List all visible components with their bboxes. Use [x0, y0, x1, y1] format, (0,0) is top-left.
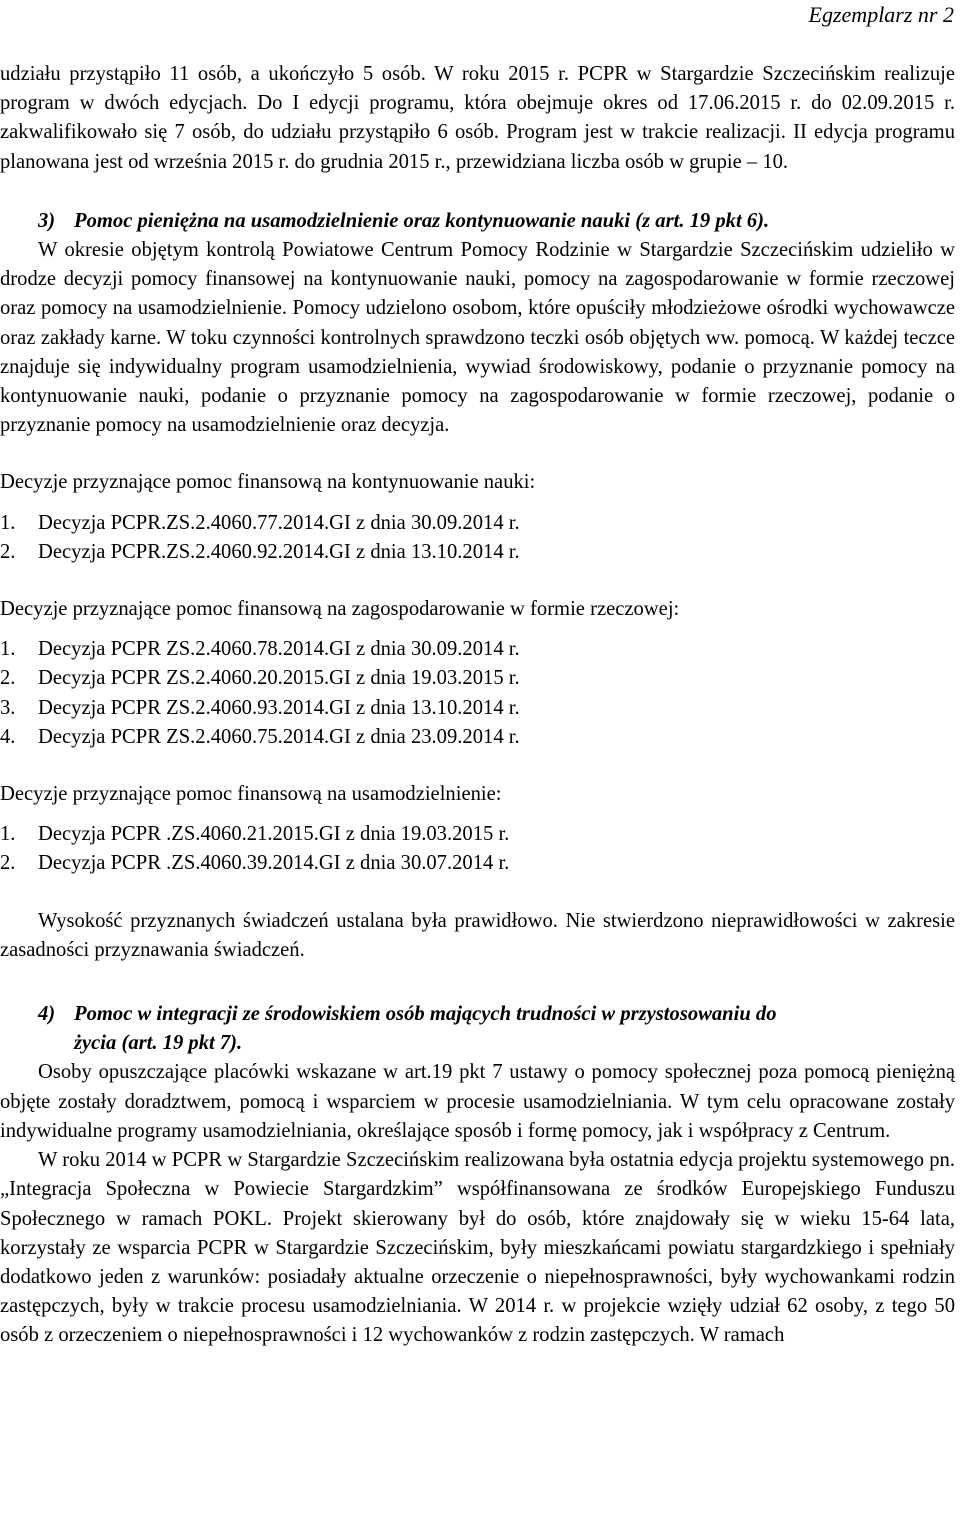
list-item-number: 1.: [0, 511, 16, 534]
list-item: [0, 694, 955, 723]
list-item: [0, 509, 955, 538]
section-3-title: [0, 207, 955, 236]
list-item-text: Decyzja PCPR ZS.2.4060.93.2014.GI z dnia 13.10.2014 r.: [38, 696, 520, 719]
list-item: [0, 723, 955, 752]
decisions-furnishing-list: [0, 635, 955, 752]
list-item-number: 3.: [0, 696, 16, 719]
list-item: [0, 820, 955, 849]
list-item-number: 4.: [0, 725, 16, 748]
section-4-paragraph-1: Osoby opuszczające placówki wskazane w art.19 pkt 7 ustawy o pomocy społecznej poza pomocą pieniężną objęte zostały doradztwem, pomocą i wsparciem w procesie usamodzielniania. W tym celu opracowane zostały indywidualne programy usamodzielniania, określające sposób i formę pomocy, jak i współpracy z Centrum.: [0, 1061, 955, 1142]
section-4-number: 4): [38, 1003, 56, 1026]
section-4-paragraph-2: W roku 2014 w PCPR w Stargardzie Szczecińskim realizowana była ostatnia edycja projektu systemowego pn. „Integracja Społeczna w Powiecie Stargardzkim” współfinansowana ze środków Europejskiego Funduszu Społecznego w ramach POKL. Projekt skierowany był do osób, które znajdowały się w wieku 15-64 lata, korzystały ze wsparcia PCPR w Stargardzie Szczecińskim, były mieszkańcami powiatu stargardzkiego i spełniały dodatkowo jeden z warunków: posiadały aktualne orzeczenie o niepełnosprawności, były wychowankami rodzin zastępczych, były w trakcie procesu usamodzielniania. W 2014 r. w projekcie wzięły udział 62 osoby, z tego 50 osób z orzeczeniem o niepełnosprawności i 12 wychowanków z rodzin zastępczych. W ramach: [0, 1149, 955, 1347]
list-item: [0, 635, 955, 664]
decisions-study-list: [0, 509, 955, 567]
list-item-text: Decyzja PCPR .ZS.4060.39.2014.GI z dnia 30.07.2014 r.: [38, 852, 510, 875]
section-3-paragraph: W okresie objętym kontrolą Powiatowe Centrum Pomocy Rodzinie w Stargardzie Szczecińskim udzieliło w drodze decyzji pomocy finansowej na kontynuowanie nauki, pomocy na zagospodarowanie w formie rzeczowej oraz pomocy na usamodzielnienie. Pomocy udzielono osobom, które opuściły młodzieżowe ośrodki wychowawcze oraz zakłady karne. W toku czynności kontrolnych sprawdzono teczki osób objętych ww. pomocą. W każdej teczce znajduje się indywidualny program usamodzielnienia, wywiad środowiskowy, podanie o przyznanie pomocy na kontynuowanie nauki, podanie o przyznanie pomocy na zagospodarowanie w formie rzeczowej, podanie o przyznanie pomocy na usamodzielnienie oraz decyzja.: [0, 239, 955, 437]
list-item-text: Decyzja PCPR ZS.2.4060.78.2014.GI z dnia 30.09.2014 r.: [38, 638, 520, 661]
list-item-number: 2.: [0, 852, 16, 875]
section-4-title-line1: Pomoc w integracji ze środowiskiem osób mających trudności w przystosowaniu do: [74, 1003, 777, 1026]
section-4-title-line2: życia (art. 19 pkt 7).: [74, 1032, 243, 1055]
document-body: [0, 60, 955, 1351]
intro-paragraph: udziału przystąpiło 11 osób, a ukończyło 5 osób. W roku 2015 r. PCPR w Stargardzie Szczecińskim realizuje program w dwóch edycjach. Do I edycji programu, która obejmuje okres od 17.06.2015 r. do 02.09.2015 r. zakwalifikowało się 7 osób, do udziału przystąpiło 6 osób. Program jest w trakcie realizacji. II edycja programu planowana jest od września 2015 r. do grudnia 2015 r., przewidziana liczba osób w grupie – 10.: [0, 63, 955, 173]
list-item-number: 2.: [0, 667, 16, 690]
list-item: [0, 849, 955, 878]
list-item-number: 2.: [0, 540, 16, 563]
list-item-text: Decyzja PCPR ZS.2.4060.20.2015.GI z dnia 19.03.2015 r.: [38, 667, 520, 690]
list-item: [0, 664, 955, 693]
decisions-furnishing-heading: Decyzje przyznające pomoc finansową na zagospodarowanie w formie rzeczowej:: [0, 598, 680, 621]
list-item-text: Decyzja PCPR .ZS.4060.21.2015.GI z dnia 19.03.2015 r.: [38, 823, 510, 846]
list-item-number: 1.: [0, 823, 16, 846]
list-item-text: Decyzja PCPR ZS.2.4060.75.2014.GI z dnia 23.09.2014 r.: [38, 725, 520, 748]
list-item-number: 1.: [0, 638, 16, 661]
decisions-study-heading: Decyzje przyznające pomoc finansową na kontynuowanie nauki:: [0, 471, 536, 494]
amount-paragraph: Wysokość przyznanych świadczeń ustalana była prawidłowo. Nie stwierdzono nieprawidłowości w zakresie zasadności przyznawania świadczeń.: [0, 909, 955, 961]
copy-number-header: Egzemplarz nr 2: [808, 2, 954, 27]
list-item-text: Decyzja PCPR.ZS.2.4060.77.2014.GI z dnia 30.09.2014 r.: [38, 511, 520, 534]
section-3-title-text: Pomoc pieniężna na usamodzielnienie oraz kontynuowanie nauki (z art. 19 pkt 6).: [74, 209, 770, 232]
section-4-title: [0, 1000, 955, 1058]
section-3-number: 3): [38, 209, 56, 232]
decisions-independence-heading: Decyzje przyznające pomoc finansową na usamodzielnienie:: [0, 783, 502, 806]
decisions-independence-list: [0, 820, 955, 878]
list-item: [0, 538, 955, 567]
list-item-text: Decyzja PCPR.ZS.2.4060.92.2014.GI z dnia 13.10.2014 r.: [38, 540, 520, 563]
